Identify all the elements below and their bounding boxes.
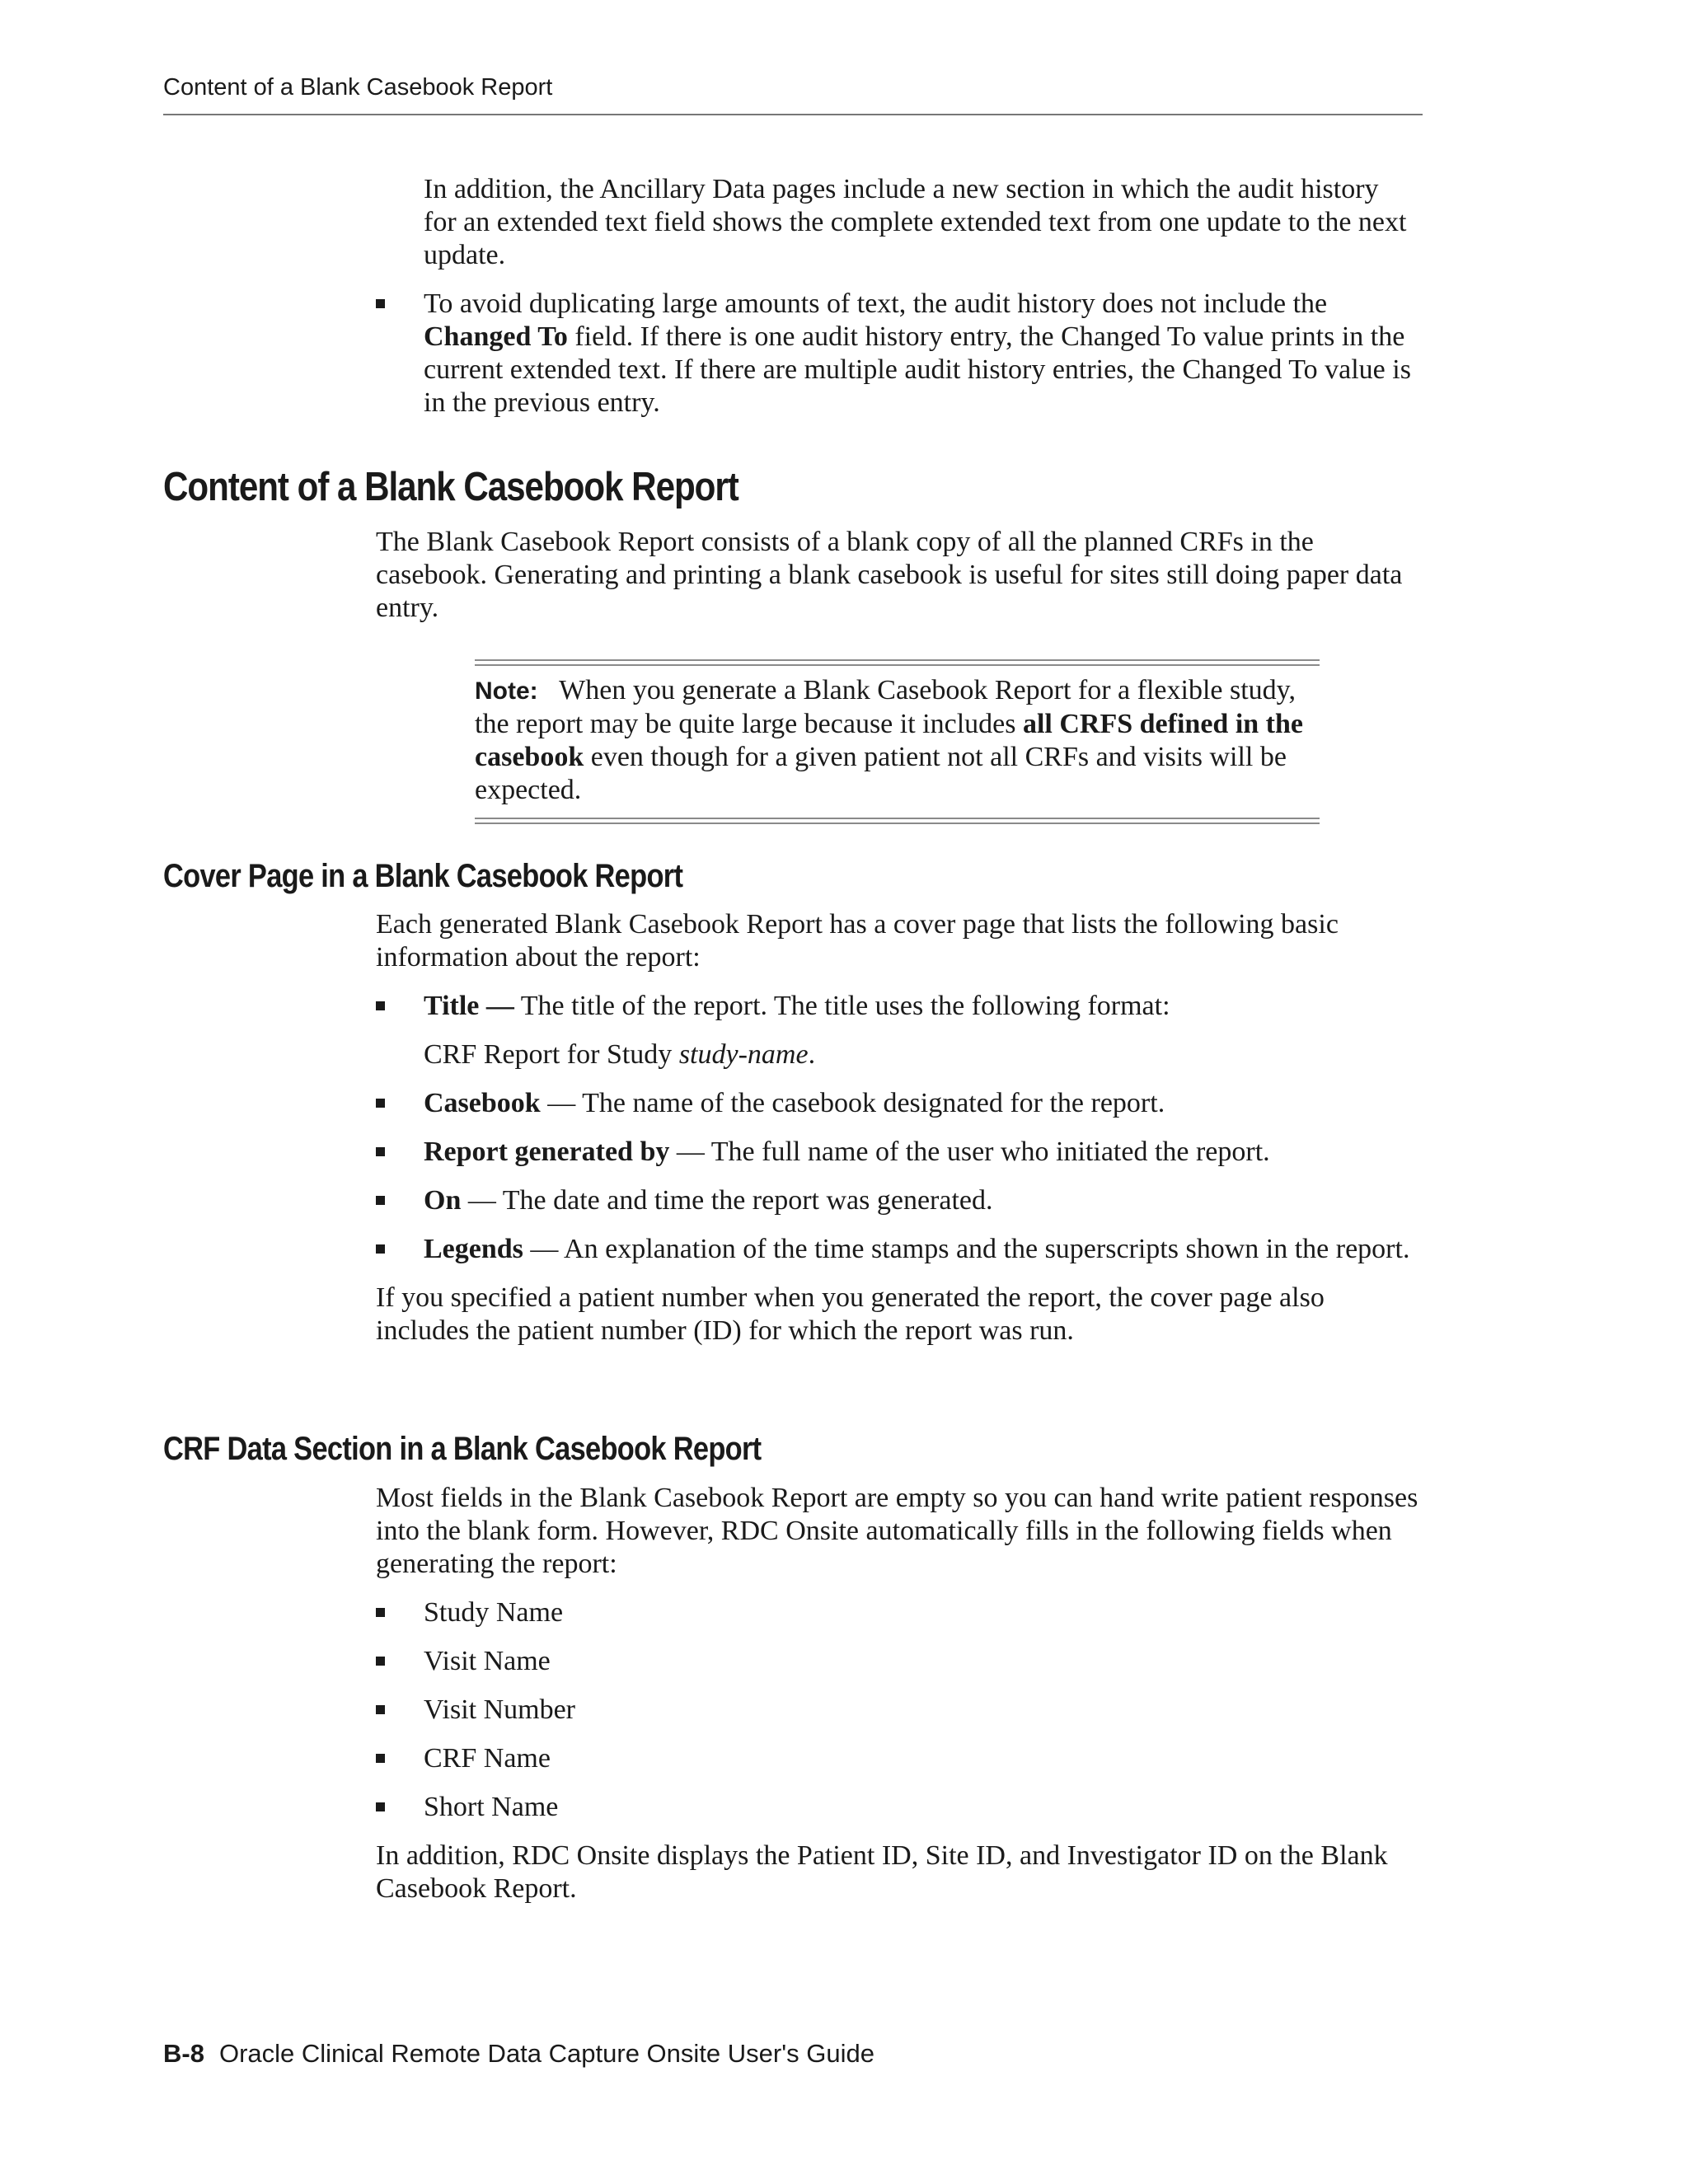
section-main-paragraph: The Blank Casebook Report consists of a blank copy of all the planned CRFs in the casebook. Generating and printing a blank casebook is useful for sites still doing paper data entry.: [376, 527, 1403, 623]
field-item: Short Name: [424, 1791, 1423, 1824]
page-number: B-8: [163, 2039, 204, 2068]
cover-item-legends: Legends — An explanation of the time stamps and the superscripts shown in the report.: [424, 1233, 1423, 1266]
section-main-paragraph-block: [376, 526, 1423, 625]
intro-bullet: To avoid duplicating large amounts of text, the audit history does not include the Changed To field. If there is one audit history entry, the Changed To value prints in the current extended text. If there are multiple audit history entries, the Changed To value is in the previous entry.: [424, 288, 1413, 419]
intro-block: [424, 173, 1413, 419]
cover-item-on: On — The date and time the report was generated.: [424, 1184, 1423, 1217]
bullet-marker: [376, 1754, 385, 1763]
field-item: Visit Number: [424, 1694, 1423, 1727]
bullet-marker: [376, 1608, 385, 1617]
bullet-marker: [376, 1147, 385, 1156]
crf-closing: In addition, RDC Onsite displays the Patient ID, Site ID, and Investigator ID on the Blank Casebook Report.: [376, 1840, 1388, 1904]
header-rule: [163, 114, 1423, 115]
bullet-marker: [376, 1244, 385, 1254]
changed-to-term: Changed To: [424, 321, 568, 352]
cover-intro: Each generated Blank Casebook Report has a cover page that lists the following basic information about the report:: [376, 909, 1339, 972]
field-item: Study Name: [424, 1596, 1423, 1629]
crf-data-block: [376, 1482, 1423, 1905]
crf-intro: Most fields in the Blank Casebook Report are empty so you can hand write patient responses into the blank form. However, RDC Onsite automatically fills in the following fields when generating the report:: [376, 1483, 1418, 1579]
field-item: CRF Name: [424, 1742, 1423, 1775]
section-heading-cover-page: Cover Page in a Blank Casebook Report: [163, 858, 683, 894]
note-bottom-rule: [475, 818, 1320, 824]
note-top-rule: [475, 659, 1320, 666]
cover-page-block: [376, 908, 1423, 1347]
field-item: Visit Name: [424, 1645, 1423, 1678]
bullet-marker: [376, 1099, 385, 1108]
title-format-line: CRF Report for Study study-name.: [424, 1039, 816, 1070]
bullet-marker: [376, 1196, 385, 1205]
bullet-marker: [376, 1001, 385, 1010]
note-label: Note:: [475, 677, 538, 705]
cover-closing: If you specified a patient number when you generated the report, the cover page also includes the patient number (ID) for which the report was run.: [376, 1282, 1325, 1346]
note-box: [475, 674, 1320, 807]
section-heading-content: Content of a Blank Casebook Report: [163, 465, 738, 509]
cover-item-report-generated-by: Report generated by — The full name of the user who initiated the report.: [424, 1136, 1423, 1169]
bullet-marker: [376, 1705, 385, 1714]
running-header: Content of a Blank Casebook Report: [163, 74, 553, 101]
cover-item-casebook: Casebook — The name of the casebook designated for the report.: [424, 1087, 1423, 1120]
bullet-marker: [376, 1657, 385, 1666]
book-title: Oracle Clinical Remote Data Capture Onsite User's Guide: [218, 2039, 874, 2068]
intro-paragraph: In addition, the Ancillary Data pages include a new section in which the audit history for an extended text field shows the complete extended text from one update to the next update.: [424, 174, 1407, 270]
cover-item-title: Title — The title of the report. The title uses the following format:: [424, 990, 1423, 1023]
section-heading-crf-data: CRF Data Section in a Blank Casebook Report: [163, 1431, 762, 1467]
note-text: Note: When you generate a Blank Casebook Report for a flexible study, the report may be quite large because it includes all CRFS defined in the casebook even though for a given patient not all CRFs and visits will be expected.: [475, 675, 1304, 805]
bullet-marker: [376, 1802, 385, 1811]
page-footer: [163, 2039, 874, 2069]
bullet-marker: [376, 299, 385, 308]
